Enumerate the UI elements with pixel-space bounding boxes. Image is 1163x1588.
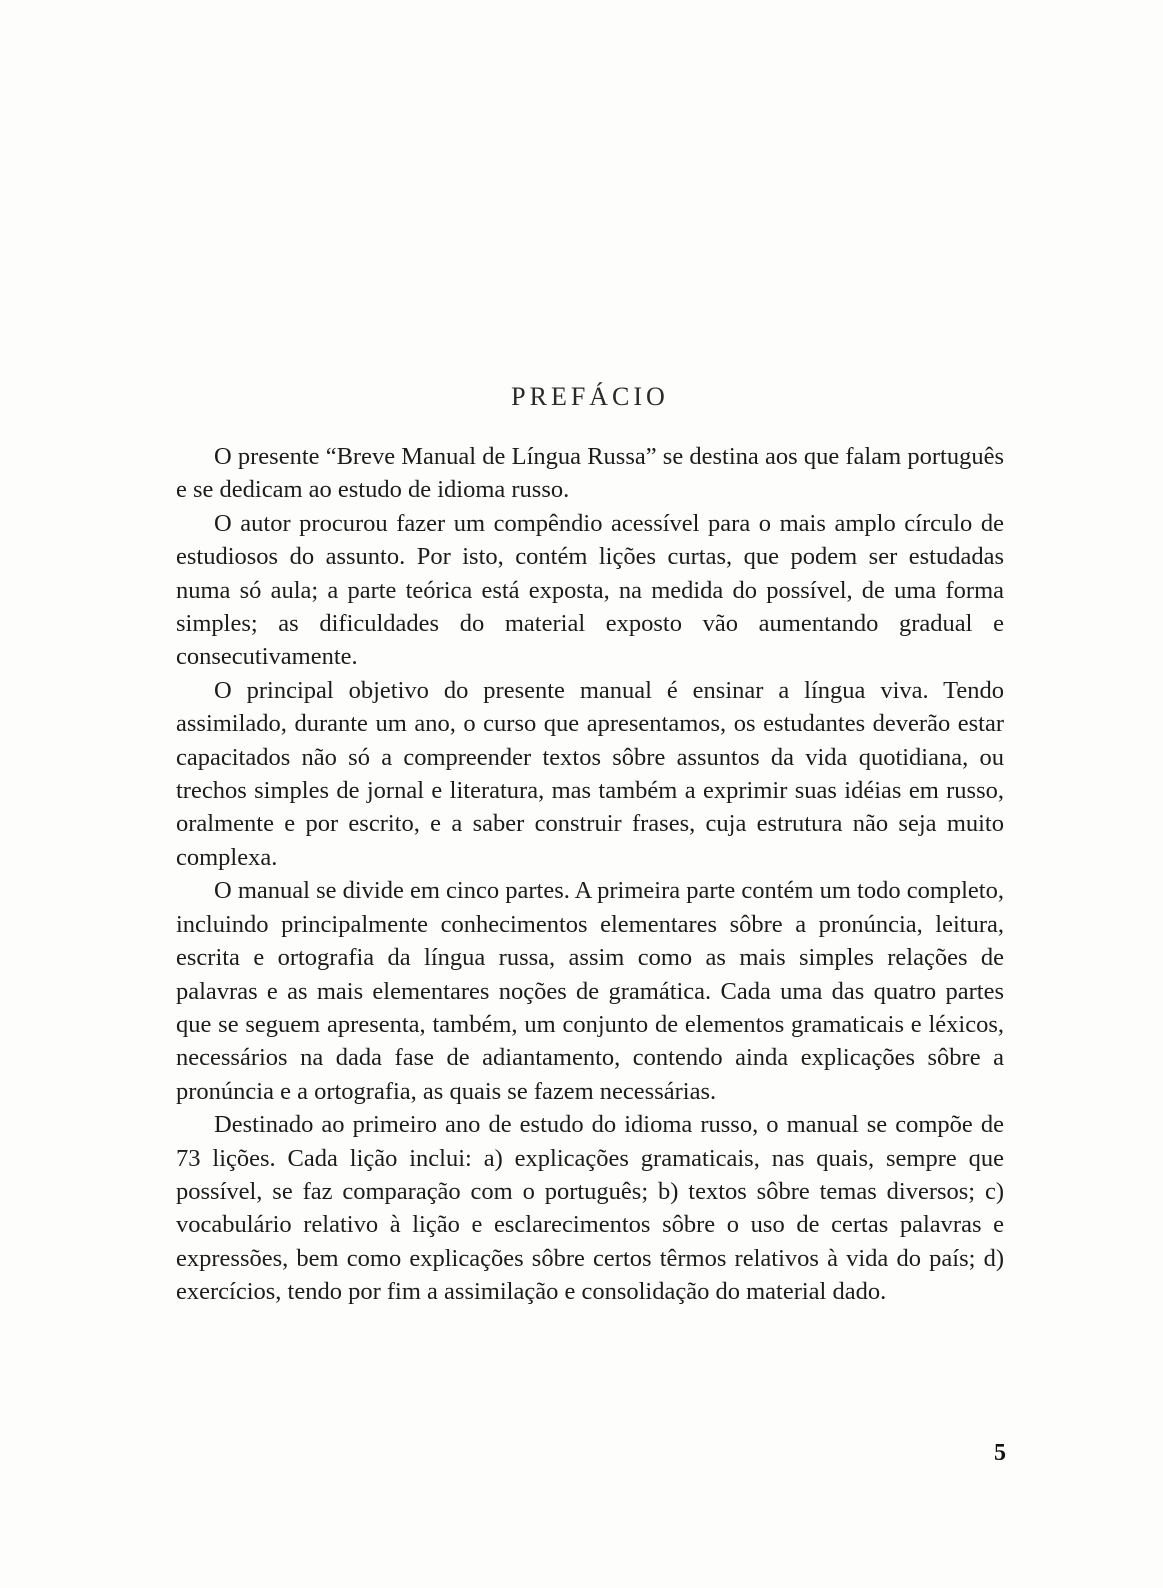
paragraph-5: Destinado ao primeiro ano de estudo do idioma russo, o manual se compõe de 73 lições. Cada lição inclui: a) explicações gramaticais, nas quais, sempre que possível, se faz comparação com o português; b) textos sôbre temas diversos; c) vocabulário relativo à lição e esclarecimentos sôbre o uso de certas palavras e expressões, bem como explicações sôbre certos têrmos relativos à vida do país; d) exercícios, tendo por fim a assimilação e consolidação do material dado. [176, 1111, 1004, 1306]
page-title: PREFÁCIO [511, 382, 669, 411]
paragraph-2: O autor procurou fazer um compêndio acessível para o mais amplo círculo de estudiosos do assunto. Por isto, contém lições curtas, que podem ser estudadas numa só aula; a parte teórica está exposta, na medida do possível, de uma forma simples; as dificuldades do material exposto vão aumentando gradual e consecutivamente. [176, 509, 1004, 671]
paragraph-1: O presente “Breve Manual de Língua Russa” se destina aos que falam português e se dedicam ao estudo de idioma russo. [176, 443, 1004, 504]
preface-body [176, 440, 1004, 1309]
page-number: 5 [994, 1440, 1006, 1466]
paragraph-3: O principal objetivo do presente manual é ensinar a língua viva. Tendo assimilado, durante um ano, o curso que apresentamos, os estudantes deverão estar capacitados não só a compreender textos sôbre assuntos da vida quotidiana, ou trechos simples de jornal e literatura, mas também a exprimir suas idéias em russo, oralmente e por escrito, e a saber construir frases, cuja estrutura não seja muito complexa. [176, 676, 1004, 871]
paragraph-4: O manual se divide em cinco partes. A primeira parte contém um todo completo, incluindo principalmente conhecimentos elementares sôbre a pronúncia, leitura, escrita e ortografia da língua russa, assim como as mais simples relações de palavras e as mais elementares noções de gramática. Cada uma das quatro partes que se seguem apresenta, também, um conjunto de elementos gramaticais e léxicos, necessários na dada fase de adiantamento, contendo ainda explicações sôbre a pronúncia e a ortografia, as quais se fazem necessárias. [176, 877, 1004, 1105]
